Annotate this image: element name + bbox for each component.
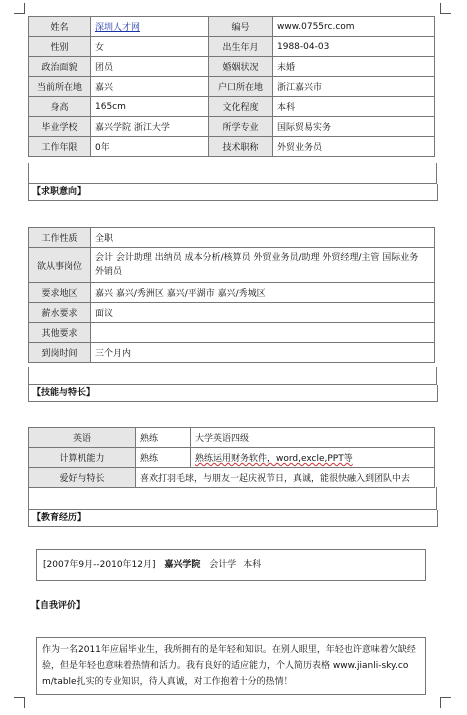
label-name: 姓名 bbox=[29, 17, 91, 37]
label-education-level: 文化程度 bbox=[209, 97, 273, 117]
skills-spacer bbox=[28, 487, 437, 510]
value-english-level: 熟练 bbox=[136, 428, 191, 448]
table-row bbox=[29, 57, 435, 77]
value-marital: 未婚 bbox=[273, 57, 435, 77]
name-link[interactable]: 深圳人才网 bbox=[95, 23, 141, 33]
label-id: 编号 bbox=[209, 17, 273, 37]
label-birth: 出生年月 bbox=[209, 37, 273, 57]
value-computer-level: 熟练 bbox=[136, 448, 191, 468]
label-gender: 性别 bbox=[29, 37, 91, 57]
label-salary: 薪水要求 bbox=[29, 303, 91, 323]
value-region: 嘉兴 嘉兴/秀洲区 嘉兴/平湖市 嘉兴/秀城区 bbox=[91, 283, 435, 303]
crop-mark-top-right bbox=[440, 3, 451, 14]
basic-info-spacer bbox=[28, 163, 437, 184]
heading-education: 【教育经历】 bbox=[28, 510, 438, 527]
label-region: 要求地区 bbox=[29, 283, 91, 303]
label-other: 其他要求 bbox=[29, 323, 91, 343]
table-row bbox=[29, 228, 435, 248]
skills-table bbox=[28, 427, 435, 488]
value-major: 国际贸易实务 bbox=[273, 117, 435, 137]
crop-mark-bottom-right bbox=[440, 697, 451, 708]
education-major: 会计学 bbox=[209, 560, 237, 570]
label-desired-position: 欲从事岗位 bbox=[29, 248, 91, 283]
table-row bbox=[29, 428, 435, 448]
heading-self-eval: 【自我评价】 bbox=[31, 601, 86, 611]
label-hobbies: 爱好与特长 bbox=[29, 468, 136, 488]
label-location: 当前所在地 bbox=[29, 77, 91, 97]
label-english: 英语 bbox=[29, 428, 136, 448]
label-hukou: 户口所在地 bbox=[209, 77, 273, 97]
basic-info-table bbox=[28, 16, 435, 157]
table-row bbox=[29, 17, 435, 37]
table-row bbox=[29, 283, 435, 303]
value-location: 嘉兴 bbox=[91, 77, 209, 97]
value-political: 团员 bbox=[91, 57, 209, 77]
education-period: [2007年9月--2010年12月] bbox=[43, 560, 156, 570]
value-height: 165cm bbox=[91, 97, 209, 117]
label-marital: 婚姻状况 bbox=[209, 57, 273, 77]
value-birth: 1988-04-03 bbox=[273, 37, 435, 57]
label-work-years: 工作年限 bbox=[29, 137, 91, 157]
table-row bbox=[29, 323, 435, 343]
value-job-type: 全职 bbox=[91, 228, 435, 248]
value-school: 嘉兴学院 浙江大学 bbox=[91, 117, 209, 137]
table-row bbox=[29, 117, 435, 137]
table-row bbox=[29, 77, 435, 97]
table-row bbox=[29, 37, 435, 57]
value-hobbies: 喜欢打羽毛球，与朋友一起庆祝节日，真诚，能很快融入到团队中去 bbox=[136, 468, 435, 488]
job-intent-table bbox=[28, 227, 435, 363]
table-row bbox=[29, 468, 435, 488]
table-row bbox=[29, 137, 435, 157]
job-intent-spacer bbox=[28, 367, 437, 385]
education-degree: 本科 bbox=[243, 560, 262, 570]
value-name bbox=[91, 17, 209, 37]
label-political: 政治面貌 bbox=[29, 57, 91, 77]
value-desired-position: 会计 会计助理 出纳员 成本分析/核算员 外贸业务员/助理 外贸经理/主管 国际业务 外销员 bbox=[91, 248, 435, 283]
crop-mark-bottom-left bbox=[14, 697, 25, 708]
table-row bbox=[29, 248, 435, 283]
crop-mark-top-left bbox=[14, 3, 25, 14]
label-job-type: 工作性质 bbox=[29, 228, 91, 248]
education-box bbox=[36, 549, 426, 581]
table-row bbox=[29, 343, 435, 363]
label-major: 所学专业 bbox=[209, 117, 273, 137]
value-start-time: 三个月内 bbox=[91, 343, 435, 363]
table-row bbox=[29, 97, 435, 117]
value-salary: 面议 bbox=[91, 303, 435, 323]
value-education-level: 本科 bbox=[273, 97, 435, 117]
table-row bbox=[29, 303, 435, 323]
value-gender: 女 bbox=[91, 37, 209, 57]
label-height: 身高 bbox=[29, 97, 91, 117]
self-eval-box bbox=[36, 637, 426, 695]
value-work-years: 0年 bbox=[91, 137, 209, 157]
label-title: 技术职称 bbox=[209, 137, 273, 157]
education-school: 嘉兴学院 bbox=[164, 560, 201, 570]
label-computer: 计算机能力 bbox=[29, 448, 136, 468]
value-computer-detail bbox=[191, 448, 435, 468]
value-english-cert: 大学英语四级 bbox=[191, 428, 435, 448]
heading-job-intent: 【求职意向】 bbox=[28, 184, 438, 201]
table-row bbox=[29, 448, 435, 468]
label-start-time: 到岗时间 bbox=[29, 343, 91, 363]
self-eval-text: 作为一名2011年应届毕业生，我所拥有的是年轻和知识。在别人眼里，年轻也许意味着欠缺经验，但是年轻也意味着热情和活力。我有良好的适应能力，个人简历表格 www.jianli-sky.com/table扎实的专业知识，待人真诚，对工作抱着十分的热情！ bbox=[42, 645, 416, 687]
computer-detail-text: 熟练运用财务软件，word,excle,PPT等 bbox=[195, 454, 353, 464]
value-title: 外贸业务员 bbox=[273, 137, 435, 157]
label-school: 毕业学校 bbox=[29, 117, 91, 137]
value-hukou: 浙江嘉兴市 bbox=[273, 77, 435, 97]
value-other bbox=[91, 323, 435, 343]
heading-skills: 【技能与特长】 bbox=[28, 385, 438, 402]
education-entry bbox=[43, 557, 261, 570]
value-id: www.0755rc.com bbox=[273, 17, 435, 37]
